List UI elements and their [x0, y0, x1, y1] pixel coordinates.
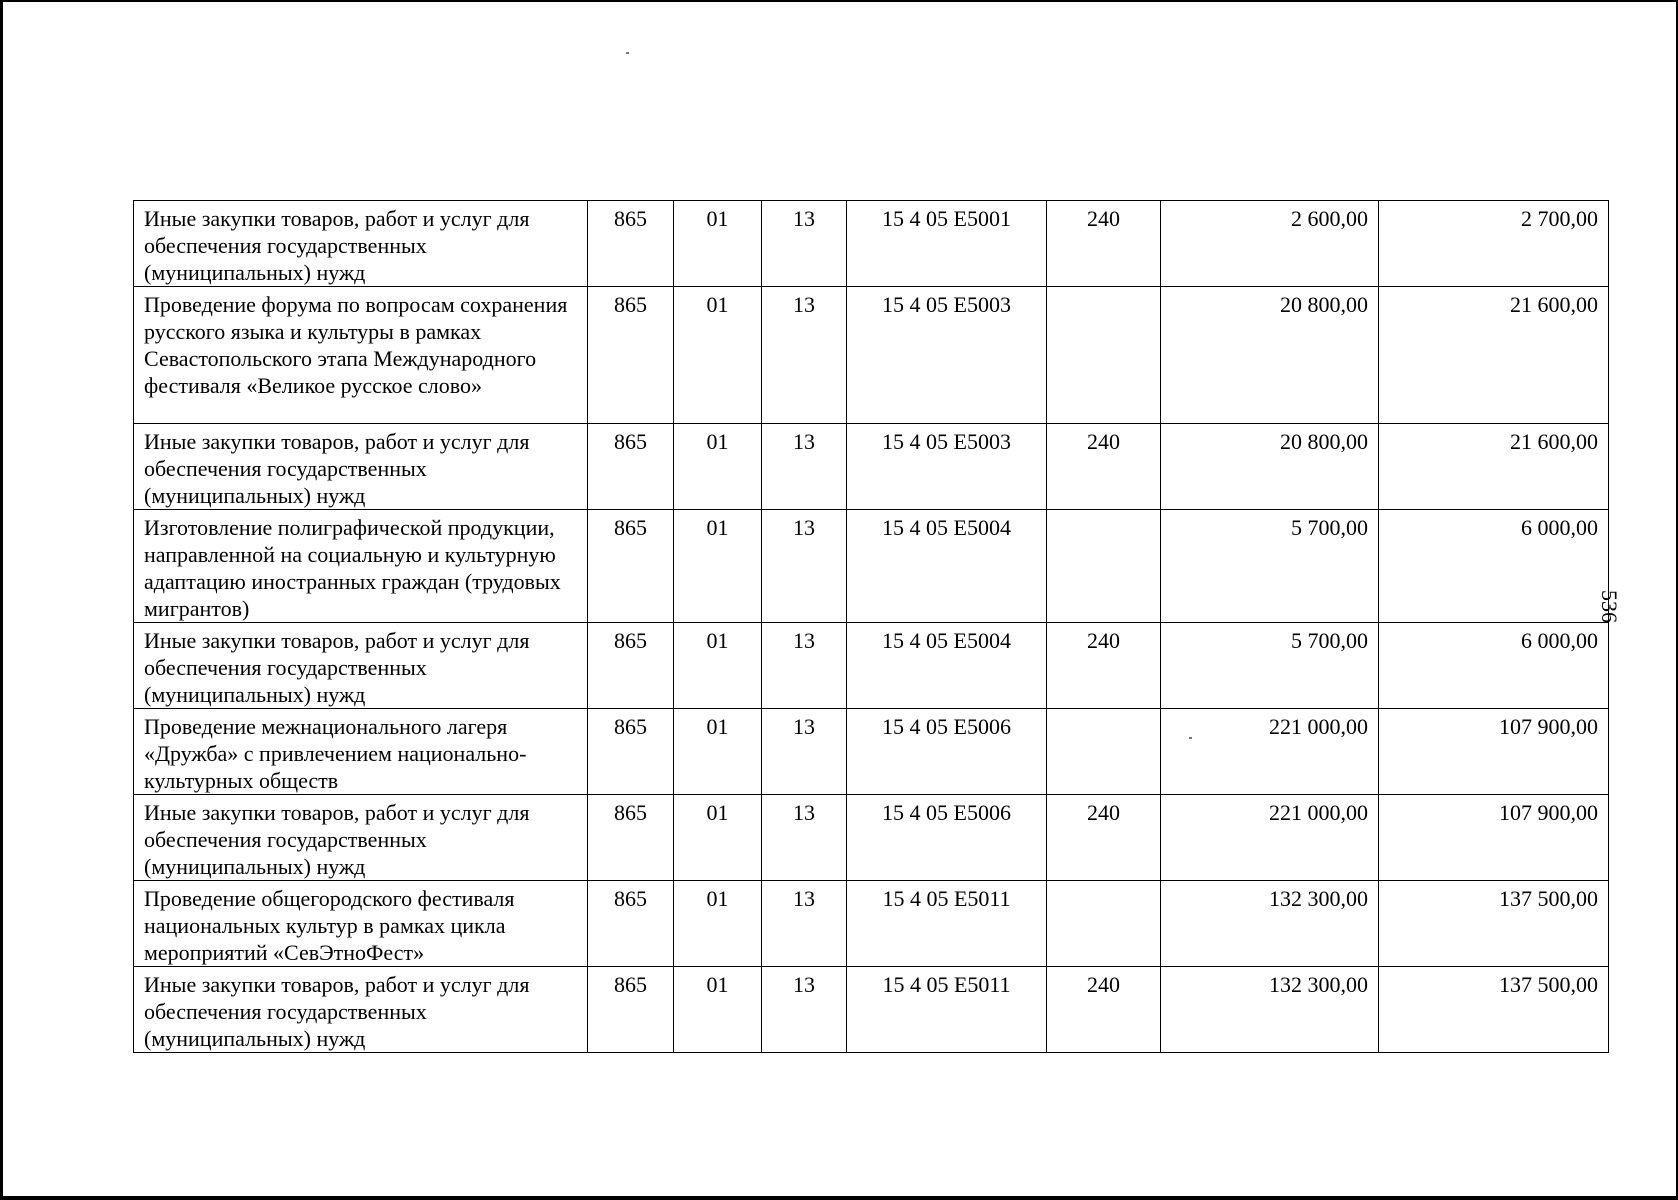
table-row: [134, 287, 1609, 424]
row-ved: 865: [588, 881, 674, 967]
row-vr: 240: [1047, 967, 1161, 1053]
scan-edge-left: [0, 0, 3, 1200]
row-name: Проведение межнационального лагеря «Дружба» с привлечением национально-культурных обществ: [134, 709, 588, 795]
row-csr: 15 4 05 E5003: [847, 287, 1047, 424]
table-row: [134, 201, 1609, 287]
row-name: Иные закупки товаров, работ и услуг для обеспечения государственных (муниципальных) нужд: [134, 424, 588, 510]
row-pr: 13: [762, 795, 847, 881]
row-vr: 240: [1047, 795, 1161, 881]
row-sum-1: 2 600,00: [1161, 201, 1379, 287]
row-name: Иные закупки товаров, работ и услуг для обеспечения государственных (муниципальных) нужд: [134, 795, 588, 881]
row-name: Изготовление полиграфической продукции, направленной на социальную и культурную адаптацию иностранных граждан (трудовых мигрантов): [134, 510, 588, 623]
row-csr: 15 4 05 E5004: [847, 623, 1047, 709]
row-sum-2: 107 900,00: [1379, 795, 1609, 881]
row-sum-1: 5 700,00: [1161, 623, 1379, 709]
row-rz: 01: [674, 967, 762, 1053]
row-sum-2: 2 700,00: [1379, 201, 1609, 287]
row-pr: 13: [762, 201, 847, 287]
row-csr: 15 4 05 E5011: [847, 967, 1047, 1053]
scan-edge-bottom: [0, 1196, 1678, 1200]
row-csr: 15 4 05 E5006: [847, 709, 1047, 795]
scan-edge-top: [0, 0, 1678, 2]
table-row: [134, 881, 1609, 967]
row-vr: [1047, 709, 1161, 795]
row-pr: 13: [762, 967, 847, 1053]
row-rz: 01: [674, 287, 762, 424]
row-sum-1: 221 000,00: [1161, 795, 1379, 881]
budget-table: [133, 200, 1609, 1053]
row-csr: 15 4 05 E5004: [847, 510, 1047, 623]
row-ved: 865: [588, 795, 674, 881]
row-vr: 240: [1047, 623, 1161, 709]
table-row: [134, 967, 1609, 1053]
row-sum-2: 6 000,00: [1379, 510, 1609, 623]
row-csr: 15 4 05 E5011: [847, 881, 1047, 967]
row-sum-2: 107 900,00: [1379, 709, 1609, 795]
row-sum-2: 21 600,00: [1379, 424, 1609, 510]
row-pr: 13: [762, 510, 847, 623]
row-sum-2: 6 000,00: [1379, 623, 1609, 709]
row-pr: 13: [762, 424, 847, 510]
row-sum-1: 132 300,00: [1161, 967, 1379, 1053]
row-vr: [1047, 510, 1161, 623]
row-sum-1: 20 800,00: [1161, 424, 1379, 510]
row-rz: 01: [674, 424, 762, 510]
row-name: Иные закупки товаров, работ и услуг для обеспечения государственных (муниципальных) нужд: [134, 201, 588, 287]
row-pr: 13: [762, 709, 847, 795]
row-pr: 13: [762, 623, 847, 709]
row-vr: 240: [1047, 201, 1161, 287]
row-sum-2: 137 500,00: [1379, 881, 1609, 967]
table-row: [134, 623, 1609, 709]
table-row: [134, 510, 1609, 623]
row-sum-2: 137 500,00: [1379, 967, 1609, 1053]
row-sum-2: 21 600,00: [1379, 287, 1609, 424]
row-rz: 01: [674, 795, 762, 881]
row-ved: 865: [588, 287, 674, 424]
row-rz: 01: [674, 510, 762, 623]
row-rz: 01: [674, 201, 762, 287]
table-row: [134, 424, 1609, 510]
row-sum-1: 5 700,00: [1161, 510, 1379, 623]
row-name: Проведение форума по вопросам сохранения русского языка и культуры в рамках Севастопольского этапа Международного фестиваля «Великое русское слово»: [134, 287, 588, 424]
row-ved: 865: [588, 201, 674, 287]
scan-speck: [626, 52, 629, 54]
row-rz: 01: [674, 623, 762, 709]
row-pr: 13: [762, 881, 847, 967]
row-pr: 13: [762, 287, 847, 424]
row-vr: 240: [1047, 424, 1161, 510]
row-ved: 865: [588, 967, 674, 1053]
table-row: [134, 795, 1609, 881]
row-vr: [1047, 881, 1161, 967]
row-csr: 15 4 05 E5006: [847, 795, 1047, 881]
row-ved: 865: [588, 510, 674, 623]
row-ved: 865: [588, 623, 674, 709]
row-sum-1: 20 800,00: [1161, 287, 1379, 424]
table-row: [134, 709, 1609, 795]
row-ved: 865: [588, 424, 674, 510]
row-name: Иные закупки товаров, работ и услуг для обеспечения государственных (муниципальных) нужд: [134, 623, 588, 709]
row-name: Иные закупки товаров, работ и услуг для обеспечения государственных (муниципальных) нужд: [134, 967, 588, 1053]
row-csr: 15 4 05 E5001: [847, 201, 1047, 287]
page-number: 536: [1597, 590, 1622, 623]
row-sum-1: 132 300,00: [1161, 881, 1379, 967]
row-vr: [1047, 287, 1161, 424]
row-sum-1: 221 000,00: [1161, 709, 1379, 795]
row-ved: 865: [588, 709, 674, 795]
row-csr: 15 4 05 E5003: [847, 424, 1047, 510]
row-rz: 01: [674, 881, 762, 967]
row-name: Проведение общегородского фестиваля национальных культур в рамках цикла мероприятий «СевЭтноФест»: [134, 881, 588, 967]
row-rz: 01: [674, 709, 762, 795]
